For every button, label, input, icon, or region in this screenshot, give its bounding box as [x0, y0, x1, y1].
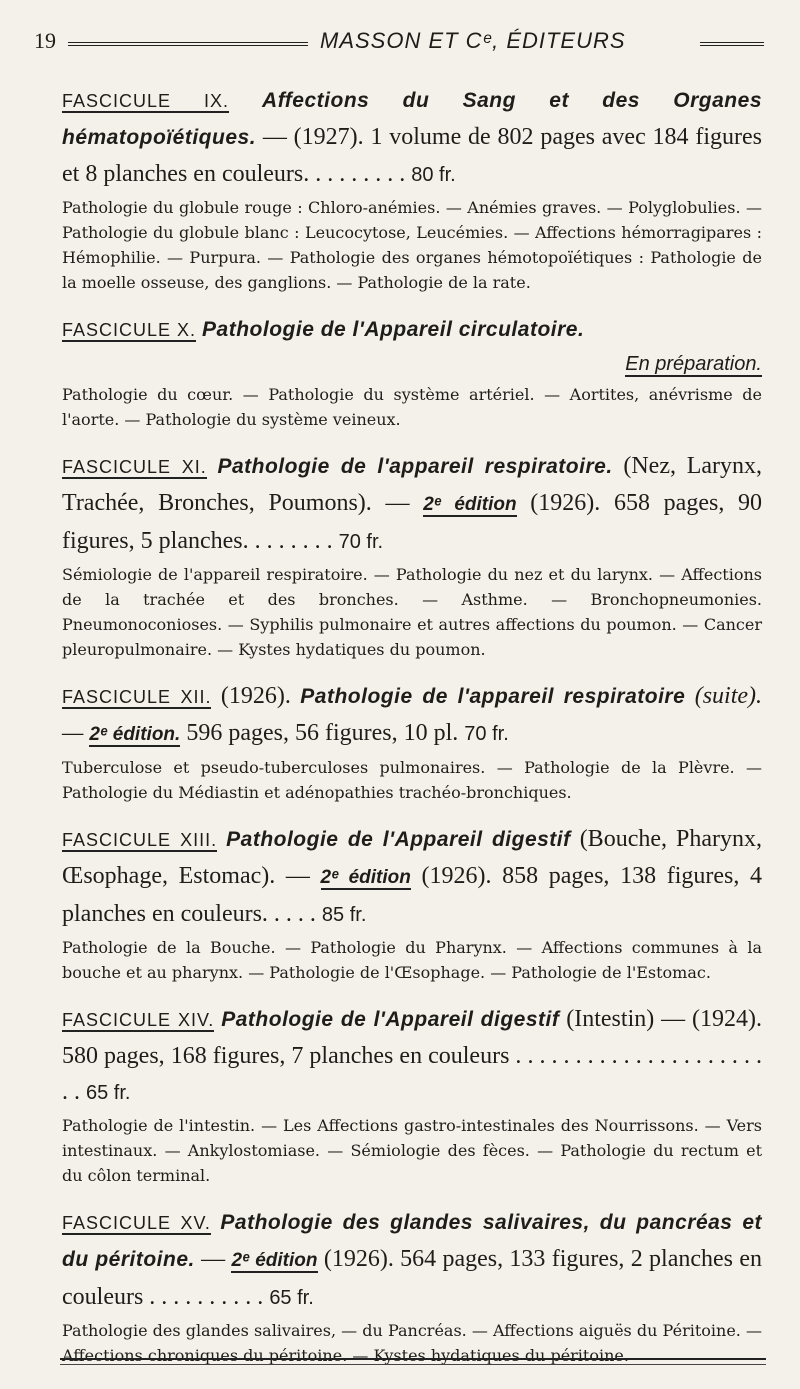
entry-heading	[62, 448, 762, 560]
contents-summary: Sémiologie de l'appareil respiratoire. — Pathologie du nez et du larynx. — Affections de la trachée et des bronches. — Asthme. — Bronchopneumonies. Pneumonoconioses. — Syphilis pulmonaire et autres affections du poumon. — Cancer pleuropulmonaire. — Kystes hydatiques du poumon.	[62, 565, 762, 659]
entry-fascicule-xv	[62, 1204, 762, 1368]
publisher-name: MASSON ET Cᵉ, ÉDITEURS	[320, 28, 626, 53]
bottom-rule	[60, 1358, 766, 1360]
edition: 2ᵉ édition	[231, 1250, 318, 1271]
edition: 2ᵉ édition	[320, 867, 411, 888]
entry-heading	[62, 82, 762, 193]
subject-title: Pathologie de l'Appareil digestif	[221, 1008, 560, 1031]
subject-suffix: (suite). —	[62, 683, 763, 746]
contents-summary: Pathologie de la Bouche. — Pathologie du Pharynx. — Affections communes à la bouche et au pharynx. — Pathologie de l'Œsophage. — Pathologie de l'Estomac.	[62, 938, 762, 982]
subject-title: Pathologie des glandes salivaires, du pancréas et du péritoine.	[62, 1211, 763, 1271]
header-rule-left	[68, 42, 308, 46]
publication-details: (1926). 564 pages, 133 figures, 2 planches en couleurs . . . . . . . . . .	[62, 1246, 763, 1310]
contents-summary: Pathologie du cœur. — Pathologie du système artériel. — Aortites, anévrisme de l'aorte. — Pathologie du système veineux.	[62, 385, 762, 429]
organ-list: (Nez, Larynx, Trachée, Bronches, Poumons). —	[62, 453, 762, 516]
edition: 2ᵉ édition.	[89, 724, 181, 745]
contents-summary: Pathologie de l'intestin. — Les Affections gastro-intestinales des Nourrissons. — Vers intestinaux. — Ankylostomiase. — Sémiologie des fèces. — Pathologie du rectum et du côlon terminal.	[62, 1116, 762, 1185]
publication-year: (1926).	[220, 683, 291, 709]
subject-title: Pathologie de l'appareil respiratoire	[300, 685, 686, 708]
price: 65 fr.	[269, 1287, 314, 1309]
contents-summary: Pathologie du globule rouge : Chloro-anémies. — Anémies graves. — Polyglobulies. — Pathologie du globule blanc : Leucocytose, Leucémies. — Affections hémorragipares : Hémophilie. — Purpura. — Pathologie des organes hémotopoïétiques : Pathologie de la moelle osseuse, des ganglions. — Pathologie de la rate.	[62, 198, 762, 292]
header-rule-right	[700, 42, 764, 46]
entry-heading	[62, 821, 762, 933]
entry-fascicule-ix	[62, 82, 762, 295]
price: 80 fr.	[411, 164, 456, 186]
fascicule-number: FASCICULE XV.	[62, 1213, 211, 1233]
page-number: 19	[34, 28, 56, 53]
contents-summary: Pathologie des glandes salivaires, — du Pancréas. — Affections aiguës du Péritoine. — Affections chroniques du péritoine. — Kystes hydatiques du péritoine.	[62, 1321, 762, 1365]
status-line	[62, 348, 762, 380]
bottom-rule-thin	[60, 1364, 766, 1365]
publication-details: 596 pages, 56 figures, 10 pl.	[186, 720, 459, 746]
fascicule-number: FASCICULE XIV.	[62, 1010, 215, 1030]
fascicule-number: FASCICULE XIII.	[62, 830, 218, 850]
publication-details: (1926). 658 pages, 90 figures, 5 planches. . . . . . . .	[62, 490, 763, 554]
contents-summary: Tuberculose et pseudo-tuberculoses pulmonaires. — Pathologie de la Plèvre. — Pathologie du Médiastin et adénopathies trachéo-bronchiques.	[62, 758, 762, 802]
price: 65 fr.	[86, 1082, 131, 1104]
subject-title: Affections du Sang et des Organes hématopoïétiques.	[62, 89, 762, 149]
edition: 2ᵉ édition	[423, 494, 517, 515]
publication-details: (Intestin) — (1924). 580 pages, 168 figures, 7 planches en couleurs . . . . . . . . . . . . . . . . . . . . . . .	[62, 1006, 763, 1105]
running-header	[34, 26, 764, 66]
fascicule-number: FASCICULE IX.	[62, 91, 230, 111]
entry-fascicule-xiii	[62, 821, 762, 985]
publication-details: — (1927). 1 volume de 802 pages avec 184 figures et 8 planches en couleurs. . . . . . . . .	[62, 124, 762, 187]
organ-list: (Bouche, Pharynx, Œsophage, Estomac). —	[62, 826, 763, 889]
subject-title: Pathologie de l'appareil respiratoire.	[217, 455, 613, 478]
price: 70 fr.	[338, 531, 384, 553]
publication-details: (1926). 858 pages, 138 figures, 4 planches en couleurs. . . . .	[62, 863, 762, 927]
entry-fascicule-x	[62, 311, 762, 432]
entry-fascicule-xi	[62, 448, 762, 662]
entry-fascicule-xii	[62, 678, 762, 805]
entry-heading	[62, 1001, 762, 1111]
entry-heading	[62, 311, 762, 348]
fascicule-number: FASCICULE XII.	[62, 687, 212, 707]
entry-heading	[62, 1204, 762, 1316]
entry-fascicule-xiv	[62, 1001, 762, 1188]
entry-heading	[62, 678, 762, 753]
subject-title: Pathologie de l'Appareil circulatoire.	[202, 318, 585, 341]
price: 85 fr.	[321, 904, 367, 926]
dash-separator: —	[201, 1246, 226, 1272]
fascicule-number: FASCICULE X.	[62, 320, 197, 340]
price: 70 fr.	[464, 723, 509, 745]
subject-title: Pathologie de l'Appareil digestif	[226, 828, 571, 851]
preparation-status: En préparation.	[625, 353, 762, 375]
fascicule-list	[62, 82, 762, 1384]
fascicule-number: FASCICULE XI.	[62, 457, 207, 477]
